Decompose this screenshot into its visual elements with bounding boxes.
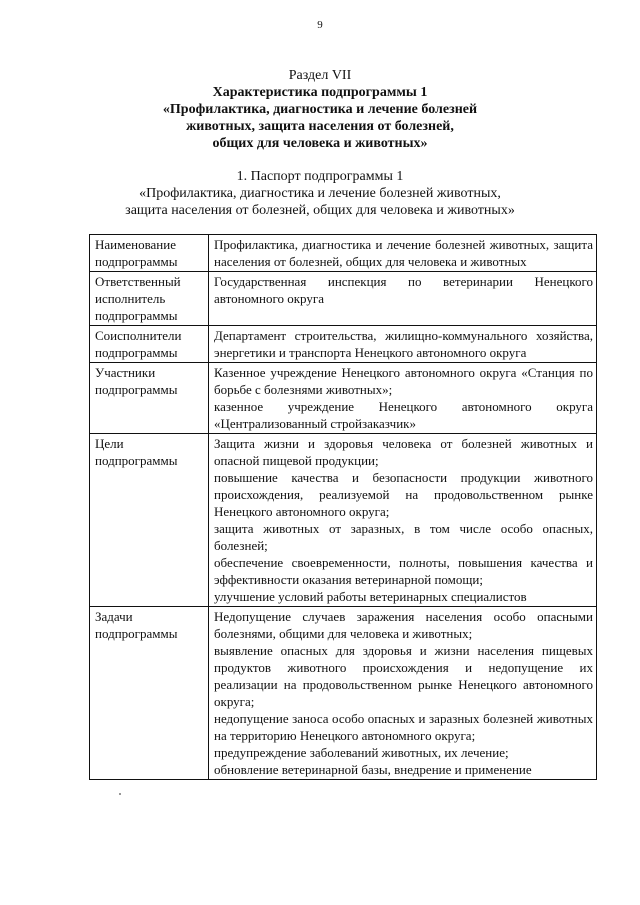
- row-content-coexecutors: [209, 326, 597, 363]
- passport-heading: [0, 168, 640, 219]
- passport-title-line-1: 1. Паспорт подпрограммы 1: [236, 169, 404, 184]
- scan-speck: [119, 793, 121, 795]
- content-paragraph: Государственная инспекция по ветеринарии Ненецкого автономного округа: [214, 274, 593, 306]
- table-row: [90, 235, 597, 272]
- section-title-line-3: животных, защита населения от болезней,: [186, 119, 454, 134]
- row-content-responsible: [209, 272, 597, 326]
- content-paragraph: обновление ветеринарной базы, внедрение и применение: [214, 762, 532, 777]
- row-label-goals: Цели подпрограммы: [90, 434, 209, 607]
- section-title-line-4: общих для человека и животных»: [212, 136, 428, 151]
- content-paragraph: Казенное учреждение Ненецкого автономного округа «Станция по борьбе с болезнями животных»;: [214, 365, 593, 397]
- content-paragraph: повышение качества и безопасности продукции животного происхождения, реализуемой на продовольственном рынке Ненецкого автономного округа;: [214, 470, 593, 519]
- row-content-participants: [209, 363, 597, 434]
- table-row: [90, 434, 597, 607]
- content-paragraph: казенное учреждение Ненецкого автономного округа «Централизованный стройзаказчик»: [214, 399, 593, 431]
- content-paragraph: защита животных от заразных, в том числе особо опасных, болезней;: [214, 521, 593, 553]
- row-content-tasks: [209, 607, 597, 780]
- content-paragraph: Департамент строительства, жилищно-коммунального хозяйства, энергетики и транспорта Ненецкого автономного округа: [214, 328, 593, 360]
- passport-title-line-3: защита населения от болезней, общих для человека и животных»: [125, 203, 515, 218]
- row-label-coexecutors: Соисполнители подпрограммы: [90, 326, 209, 363]
- row-content-goals: [209, 434, 597, 607]
- section-label: Раздел VII: [288, 68, 352, 83]
- content-paragraph: выявление опасных для здоровья и жизни населения пищевых продуктов животного происхождения и недопущение их реализации на продовольственном рынке Ненецкого автономного округа;: [214, 643, 593, 709]
- row-content-name: [209, 235, 597, 272]
- page-number: 9: [317, 19, 323, 31]
- content-paragraph: Защита жизни и здоровья человека от болезней животных и опасной пищевой продукции;: [214, 436, 593, 468]
- passport-table: [89, 234, 597, 780]
- content-paragraph: недопущение заноса особо опасных и заразных болезней животных на территорию Ненецкого автономного округа;: [214, 711, 593, 743]
- table-row: [90, 326, 597, 363]
- row-label-name: Наименование подпрограммы: [90, 235, 209, 272]
- passport-title-line-2: «Профилактика, диагностика и лечение болезней животных,: [139, 186, 501, 201]
- content-paragraph: улучшение условий работы ветеринарных специалистов: [214, 589, 527, 604]
- section-title-line-1: Характеристика подпрограммы 1: [212, 85, 428, 100]
- content-paragraph: Недопущение случаев заражения населения особо опасными болезнями, общими для человека и животных;: [214, 609, 593, 641]
- row-label-responsible: Ответственный исполнитель подпрограммы: [90, 272, 209, 326]
- section-heading: [0, 67, 640, 152]
- content-paragraph: Профилактика, диагностика и лечение болезней животных, защита населения от болезней, общих для человека и животных: [214, 237, 593, 269]
- row-label-participants: Участники подпрограммы: [90, 363, 209, 434]
- table-row: [90, 272, 597, 326]
- content-paragraph: предупреждение заболеваний животных, их лечение;: [214, 745, 509, 760]
- table-row: [90, 607, 597, 780]
- content-paragraph: обеспечение своевременности, полноты, повышения качества и эффективности оказания ветеринарной помощи;: [214, 555, 593, 587]
- section-title-line-2: «Профилактика, диагностика и лечение болезней: [162, 102, 478, 117]
- table-row: [90, 363, 597, 434]
- row-label-tasks: Задачи подпрограммы: [90, 607, 209, 780]
